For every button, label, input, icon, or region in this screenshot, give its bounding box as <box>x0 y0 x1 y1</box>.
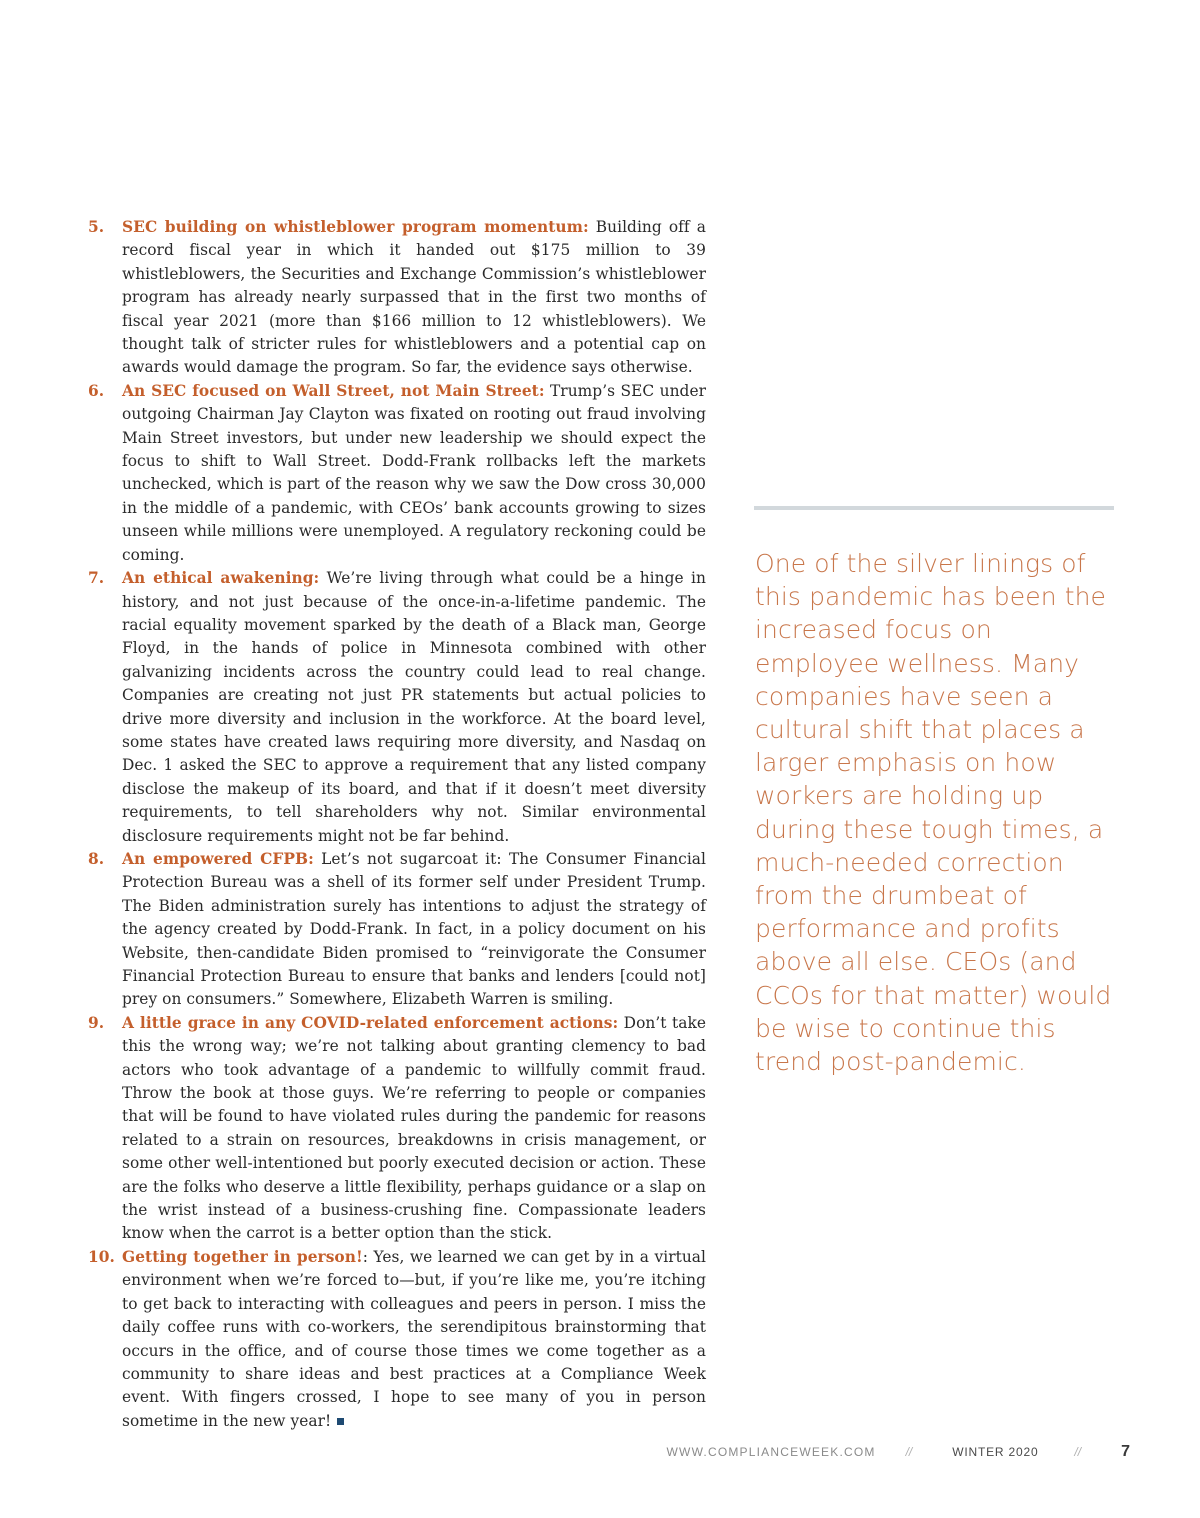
footer-website: WWW.COMPLIANCEWEEK.COM <box>666 1445 876 1459</box>
footer-separator: // <box>905 1445 913 1459</box>
item-body: Don’t take this the wrong way; we’re not talking about granting clemency to bad actors who took advantage of a pandemic to willfully commit fraud. Throw the book at those guys. We’re referring to people or companies that will be found to have violated rules during the pandemic for reasons related to a strain on resources, breakdowns in crisis management, or some other well-intentioned but poorly executed decision or action. These are the folks who deserve a little flexibility, perhaps guidance or a slap on the wrist instead of a business-crushing fine. Compassionate leaders know when the carrot is a better option than the stick. <box>122 1013 706 1243</box>
footer-issue: WINTER 2020 <box>952 1445 1039 1459</box>
item-body: : Yes, we learned we can get by in a virtual environment when we’re forced to—but, if you’re like me, you’re itching to get back to interacting with colleagues and peers in person. I miss the daily coffee runs with co-workers, the serendipitous brainstorming that occurs in the office, and of course those times we come together as a community to share ideas and best practices at a Compliance Week event. With fingers crossed, I hope to see many of you in person sometime in the new year! <box>122 1247 706 1430</box>
item-number: 6. <box>88 381 105 400</box>
footer-separator: // <box>1074 1445 1082 1459</box>
end-of-article-mark-icon <box>337 1418 344 1425</box>
list-item <box>86 1012 706 1246</box>
list-item <box>86 380 706 567</box>
item-body: We’re living through what could be a hinge in history, and not just because of the once-in-a-lifetime pandemic. The racial equality movement sparked by the death of a Black man, George Floyd, in the hands of police in Minnesota combined with other galvanizing incidents across the country could lead to real change. Companies are creating not just PR statements but actual policies to drive more diversity and inclusion in the workforce. At the board level, some states have created laws requiring more diversity, and Nasdaq on Dec. 1 asked the SEC to approve a requirement that any listed company disclose the makeup of its board, and that if it doesn’t meet diversity requirements, to tell shareholders why not. Similar environmental disclosure requirements might not be far behind. <box>122 569 706 845</box>
page-footer <box>667 1443 1130 1461</box>
numbered-list <box>86 216 706 1433</box>
article-body <box>86 216 706 1433</box>
item-number: 5. <box>88 218 105 236</box>
pullquote-rule <box>754 506 1114 510</box>
item-heading: Getting together in person! <box>122 1247 363 1266</box>
item-body: Trump’s SEC under outgoing Chairman Jay Clayton was fixated on rooting out fraud involving Main Street investors, but under new leadership we should expect the focus to shift to Wall Street. Dodd-Frank rollbacks left the markets unchecked, which is part of the reason why we saw the Dow cross 30,000 in the middle of a pandemic, with CEOs’ bank accounts growing to sizes unseen while millions were unemployed. A regulatory reckoning could be coming. <box>122 381 707 564</box>
item-heading: SEC building on whistleblower program momentum: <box>122 218 589 236</box>
item-body: Let’s not sugarcoat it: The Consumer Financial Protection Bureau was a shell of its former self under President Trump. The Biden administration surely has intentions to adjust the strategy of the agency created by Dodd-Frank. In fact, in a policy document on his Website, then-candidate Biden promised to “reinvigorate the Consumer Financial Protection Bureau to ensure that banks and lenders [could not] prey on consumers.” Somewhere, Elizabeth Warren is smiling. <box>122 849 706 1009</box>
page-number: 7 <box>1121 1443 1130 1460</box>
pullquote: One of the silver linings of this pandemic has been the increased focus on employee wellness. Many companies have seen a cultural shift that places a larger emphasis on how workers are holding up during these tough times, a much-needed correction from the drumbeat of performance and profits above all else. CEOs (and CCOs for that matter) would be wise to continue this trend post-pandemic. <box>755 549 1112 1077</box>
list-item <box>86 567 706 848</box>
list-item <box>86 216 706 380</box>
item-number: 8. <box>88 849 105 868</box>
item-heading: An empowered CFPB: <box>122 849 314 868</box>
item-body: Building off a record fiscal year in which it handed out $175 million to 39 whistleblowers, the Securities and Exchange Commission’s whistleblower program has already nearly surpassed that in the first two months of fiscal year 2021 (more than $166 million to 12 whistleblowers). We thought talk of stricter rules for whistleblowers and a potential cap on awards would damage the program. So far, the evidence says otherwise. <box>122 218 706 377</box>
item-number: 9. <box>88 1013 105 1032</box>
list-item <box>86 1246 706 1433</box>
list-item <box>86 848 706 1012</box>
item-heading: An SEC focused on Wall Street, not Main Street: <box>122 381 545 400</box>
item-number: 10. <box>88 1247 115 1266</box>
item-number: 7. <box>88 569 105 588</box>
item-heading: A little grace in any COVID-related enforcement actions: <box>122 1013 619 1032</box>
item-heading: An ethical awakening: <box>122 569 320 588</box>
